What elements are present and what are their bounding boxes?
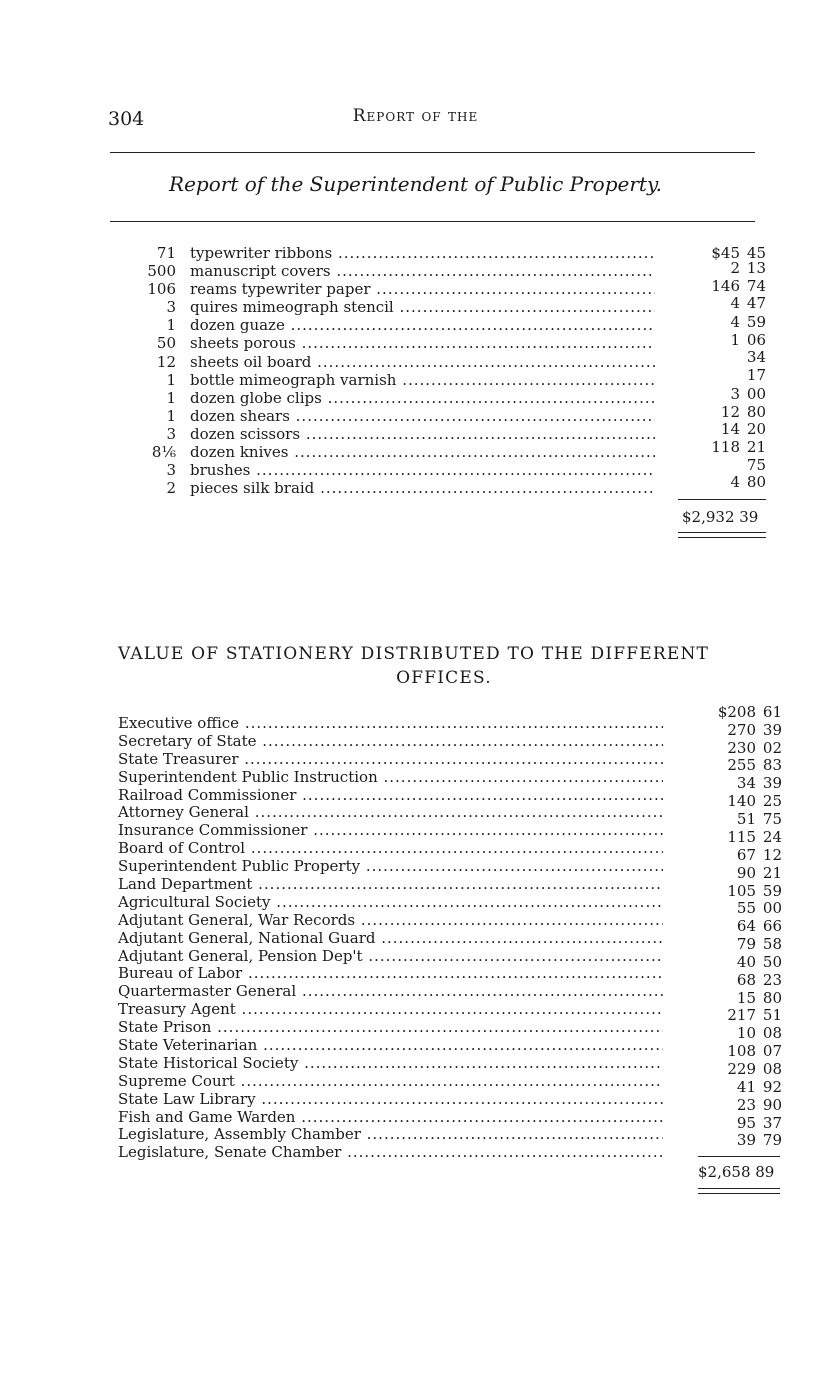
office-amount: 64 66 — [736, 917, 782, 935]
office-amount: 270 39 — [727, 721, 782, 739]
item-description: dozen scissors ..... — [190, 425, 655, 443]
office-amount: 68 23 — [736, 971, 782, 989]
item-quantity: 50 — [156, 334, 176, 353]
office-name: Board of Control ..... — [118, 839, 663, 857]
item-description: manuscript covers ..... — [190, 262, 655, 280]
office-name: Attorney General ..... — [118, 803, 663, 821]
offices-total-double-rule — [698, 1188, 780, 1194]
item-quantity: 71 — [156, 244, 176, 262]
item-quantity: 1 — [166, 316, 176, 335]
item-description: reams typewriter paper ..... — [190, 280, 655, 298]
office-name: State Veterinarian ..... — [118, 1036, 663, 1054]
item-description: dozen guaze ..... — [190, 316, 655, 334]
office-amount: 67 12 — [736, 846, 782, 864]
office-amount: 10 08 — [736, 1024, 782, 1042]
office-amount: 140 25 — [727, 792, 782, 810]
office-name: Supreme Court ..... — [118, 1072, 663, 1090]
item-quantity: 3 — [166, 461, 176, 480]
office-amount: 230 02 — [727, 739, 782, 757]
item-description: dozen knives ..... — [190, 443, 655, 461]
item-quantity: 3 — [166, 424, 176, 443]
office-amount: 95 37 — [736, 1114, 782, 1132]
office-name: Railroad Commissioner ..... — [118, 786, 663, 804]
top-rule — [110, 152, 755, 153]
item-description: dozen globe clips ..... — [190, 389, 655, 407]
office-name: Land Department ..... — [118, 875, 663, 893]
page-subtitle: Report of the Superintendent of Public Property. — [169, 172, 662, 196]
office-name: Treasury Agent ..... — [118, 1000, 663, 1018]
item-quantity: 1 — [166, 388, 176, 407]
office-amount: 79 58 — [736, 935, 782, 953]
item-description: typewriter ribbons ..... — [190, 244, 655, 262]
page-header — [0, 104, 831, 134]
office-name: Adjutant General, National Guard ..... — [118, 929, 663, 947]
office-amount: 34 39 — [736, 774, 782, 792]
running-title: Report of the — [352, 106, 479, 126]
item-amount: 17 — [746, 366, 766, 384]
item-amount: 75 — [746, 456, 766, 474]
offices-total-rule — [698, 1156, 780, 1157]
item-description: quires mimeograph stencil ..... — [190, 298, 655, 316]
office-amount: 115 24 — [727, 828, 782, 846]
office-amount: 229 08 — [727, 1060, 782, 1078]
office-name: State Law Library ..... — [118, 1090, 663, 1108]
office-amount: 255 83 — [727, 756, 782, 774]
office-name: Superintendent Public Instruction ..... — [118, 768, 663, 786]
item-quantity: 500 — [147, 262, 176, 281]
items-total-rule — [678, 499, 766, 500]
item-description: bottle mimeograph varnish ..... — [190, 371, 655, 389]
office-name: Adjutant General, Pension Dep't ..... — [118, 947, 663, 965]
item-amount: 3 00 — [730, 385, 766, 403]
item-description: sheets oil board ..... — [190, 353, 655, 371]
item-amount: 14 20 — [720, 420, 766, 438]
office-amount: $208 61 — [717, 703, 782, 721]
items-total: $2,932 39 — [682, 508, 759, 526]
item-quantity: 2 — [166, 479, 176, 498]
item-quantity: 12 — [156, 352, 176, 371]
office-name: Adjutant General, War Records ..... — [118, 911, 663, 929]
item-amount: 146 74 — [711, 277, 766, 295]
item-amount: $45 45 — [711, 244, 766, 262]
item-amount: 2 13 — [730, 259, 766, 277]
office-name: Superintendent Public Property ..... — [118, 857, 663, 875]
item-quantity: 106 — [147, 280, 176, 299]
office-amount: 39 79 — [736, 1131, 782, 1149]
item-amount: 4 47 — [730, 294, 766, 312]
office-amount: 90 21 — [736, 864, 782, 882]
section-heading — [118, 642, 770, 690]
item-amount: 118 21 — [711, 438, 766, 456]
item-amount: 34 — [746, 348, 766, 366]
office-name: Secretary of State ..... — [118, 732, 663, 750]
office-name: State Prison ..... — [118, 1018, 663, 1036]
office-name: Legislature, Senate Chamber ..... — [118, 1143, 663, 1161]
item-quantity: 1 — [166, 370, 176, 389]
item-quantity: 3 — [166, 298, 176, 317]
section-heading-line-1: VALUE OF STATIONERY DISTRIBUTED TO THE DIFFERENT — [118, 644, 710, 664]
item-description: sheets porous ..... — [190, 334, 655, 352]
office-name: Legislature, Assembly Chamber ..... — [118, 1125, 663, 1143]
item-quantity: 1 — [166, 406, 176, 425]
office-amount: 55 00 — [736, 899, 782, 917]
office-name: Fish and Game Warden ..... — [118, 1108, 663, 1126]
item-amount: 4 80 — [730, 473, 766, 491]
office-amount: 15 80 — [736, 989, 782, 1007]
office-name: Insurance Commissioner ..... — [118, 821, 663, 839]
offices-total: $2,658 89 — [698, 1163, 775, 1181]
item-description: brushes ..... — [190, 461, 655, 479]
office-amount: 40 50 — [736, 953, 782, 971]
item-amount: 4 59 — [730, 313, 766, 331]
office-name: Quartermaster General ..... — [118, 982, 663, 1000]
office-amount: 105 59 — [727, 882, 782, 900]
item-description: pieces silk braid ..... — [190, 479, 655, 497]
subtitle-rule — [110, 221, 755, 222]
office-amount: 41 92 — [736, 1078, 782, 1096]
items-total-double-rule — [678, 532, 766, 538]
office-amount: 23 90 — [736, 1096, 782, 1114]
office-amount: 108 07 — [727, 1042, 782, 1060]
office-amount: 217 51 — [727, 1006, 782, 1024]
office-name: Executive office ..... — [118, 714, 663, 732]
item-amount: 12 80 — [720, 403, 766, 421]
office-name: Bureau of Labor ..... — [118, 964, 663, 982]
page-number: 304 — [108, 108, 145, 130]
office-name: State Treasurer ..... — [118, 750, 663, 768]
item-quantity: 8⅙ — [151, 443, 176, 462]
office-name: State Historical Society ..... — [118, 1054, 663, 1072]
item-amount: 1 06 — [730, 331, 766, 349]
office-name: Agricultural Society ..... — [118, 893, 663, 911]
item-description: dozen shears ..... — [190, 407, 655, 425]
section-heading-line-2: OFFICES. — [396, 668, 492, 688]
office-amount: 51 75 — [736, 810, 782, 828]
